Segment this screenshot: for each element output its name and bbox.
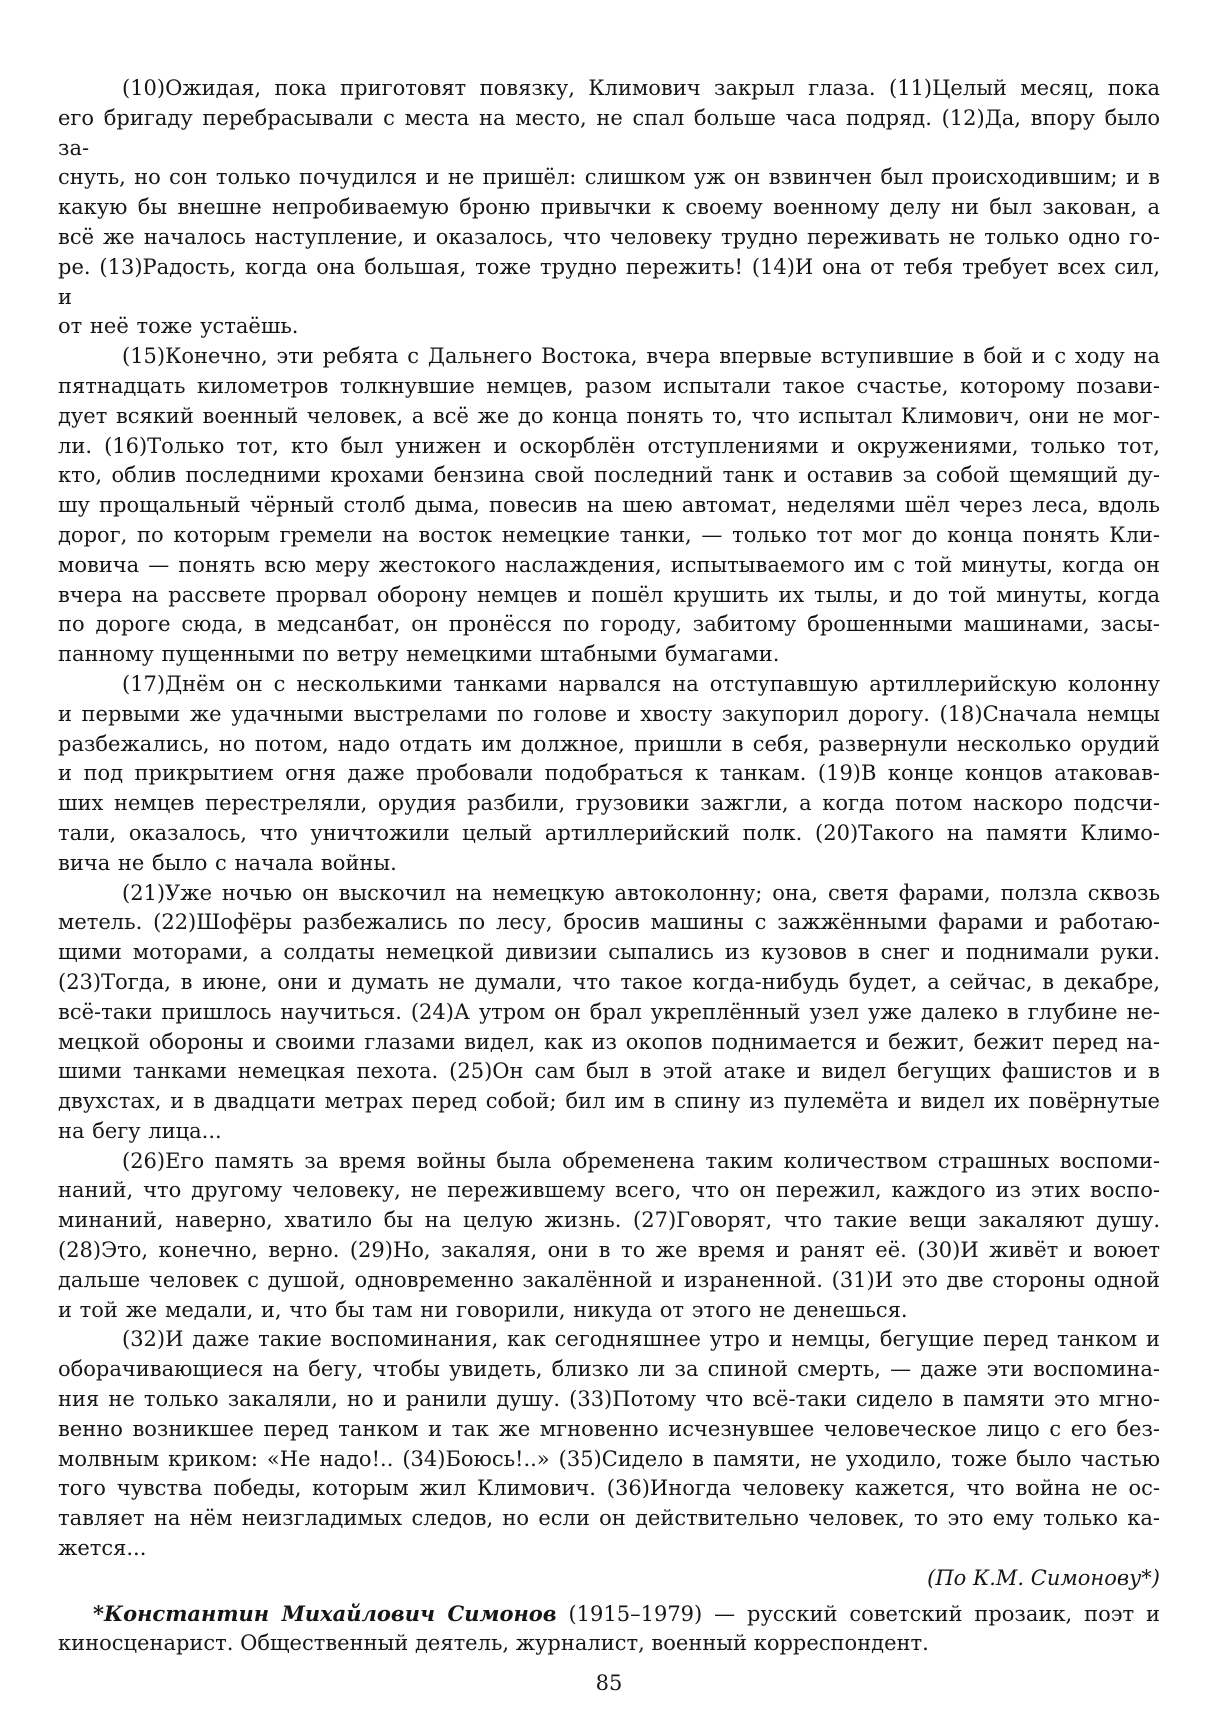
text-line: мовича — понять всю меру жестокого наслаждения, испытываемого им с той минуты, когда он (58, 552, 1160, 577)
text-line: ре. (13)Радость, когда она большая, тоже трудно пережить! (14)И она от тебя требует всех сил, и (58, 254, 1160, 309)
text-line: вича не было с начала войны. (58, 850, 397, 875)
text-line: дорог, по которым гремели на восток немецкие танки, — только тот мог до конца понять Кли- (58, 522, 1160, 547)
footnote-line: киносценарист. Общественный деятель, журналист, военный корреспондент. (58, 1631, 929, 1656)
text-line: дальше человек с душой, одновременно закалённой и израненной. (31)И это две стороны одной (58, 1267, 1160, 1292)
footnote (58, 1599, 1160, 1660)
text-line: снуть, но сон только почудился и не пришёл: слишком уж он взвинчен был происходившим; и в (58, 165, 1160, 190)
text-line: молвным криком: «Не надо!.. (34)Боюсь!..» (35)Сидело в памяти, не уходило, тоже было частью (58, 1446, 1160, 1471)
text-line: разбежались, но потом, надо отдать им должное, пришли в себя, развернули несколько орудий (58, 731, 1160, 756)
text-line: (21)Уже ночью он выскочил на немецкую автоколонну; она, светя фарами, ползла сквозь (122, 880, 1160, 905)
text-line: пятнадцать километров толкнувшие немцев, разом испытали такое счастье, которому позави- (58, 373, 1160, 398)
text-line: и первыми же удачными выстрелами по голове и хвосту закупорил дорогу. (18)Сначала немцы (58, 701, 1160, 726)
text-line: кто, облив последними крохами бензина свой последний танк и оставив за собой щемящий ду- (58, 463, 1160, 488)
attribution: (По К.М. Симонову*) (927, 1565, 1160, 1590)
text-line: ли. (16)Только тот, кто был унижен и оскорблён отступлениями и окружениями, только тот, (58, 433, 1160, 458)
text-line: мецкой обороны и своими глазами видел, как из окопов поднимается и бежит, бежит перед на- (58, 1029, 1160, 1054)
text-line: шими танками немецкая пехота. (25)Он сам был в этой атаке и видел бегущих фашистов и в (58, 1059, 1160, 1084)
text-line: (23)Тогда, в июне, они и думать не думали, что такое когда-нибудь будет, а сейчас, в декабре, (58, 969, 1160, 994)
text-line: ших немцев перестреляли, орудия разбили, грузовики зажгли, а когда потом наскоро подсчи- (58, 791, 1160, 816)
text-line: на бегу лица... (58, 1118, 222, 1143)
text-line: венно возникшее перед танком и так же мгновенно исчезнувшее человеческое лицо с его без- (58, 1416, 1160, 1441)
text-line: оборачивающиеся на бегу, чтобы увидеть, близко ли за спиной смерть, — даже эти воспомина- (58, 1357, 1160, 1382)
text-line: метель. (22)Шофёры разбежались по лесу, бросив машины с зажжёнными фарами и работаю- (58, 910, 1160, 935)
text-line: (10)Ожидая, пока приготовят повязку, Климович закрыл глаза. (11)Целый месяц, пока (122, 76, 1160, 100)
text-line: (17)Днём он с несколькими танками нарвался на отступавшую артиллерийскую колонну (122, 671, 1160, 696)
text-line: того чувства победы, которым жил Климович. (36)Иногда человеку кажется, что война не ос- (58, 1476, 1160, 1501)
text-line: тали, оказалось, что уничтожили целый артиллерийский полк. (20)Такого на памяти Климо- (58, 820, 1160, 845)
footnote-line1-rest: (1915–1979) — русский советский прозаик, поэт и (556, 1601, 1160, 1626)
text-line: минаний, наверно, хватило бы на целую жизнь. (27)Говорят, что такие вещи закаляют душу. (58, 1208, 1160, 1233)
text-line: шу прощальный чёрный столб дыма, повесив на шею автомат, неделями шёл через леса, вдоль (58, 493, 1160, 518)
text-line: дует всякий военный человек, а всё же до конца понять то, что испытал Климович, они не мог- (58, 403, 1160, 428)
text-line: жется... (58, 1536, 147, 1561)
text-line: щими моторами, а солдаты немецкой дивизии сыпались из кузовов в снег и поднимали руки. (58, 940, 1160, 965)
text-body (58, 74, 1160, 1699)
text-line: его бригаду перебрасывали с места на место, не спал больше часа подряд. (12)Да, впору было за- (58, 105, 1160, 160)
text-line: панному пущенными по ветру немецкими штабными бумагами. (58, 642, 780, 667)
text-line: и под прикрытием огня даже пробовали подобраться к танкам. (19)В конце концов атаковав- (58, 761, 1160, 786)
text-line: наний, что другому человеку, не пережившему всего, что он пережил, каждого из этих воспо- (58, 1178, 1160, 1203)
text-line: всё-таки пришлось научиться. (24)А утром он брал укреплённый узел уже далеко в глубине не- (58, 999, 1160, 1024)
text-line: от неё тоже устаёшь. (58, 314, 299, 339)
text-line: по дороге сюда, в медсанбат, он пронёсся по городу, забитому брошенными машинами, засы- (58, 612, 1160, 637)
text-line: тавляет на нём неизгладимых следов, но если он действительно человек, то это ему только ка- (58, 1506, 1160, 1531)
footnote-line (58, 1599, 1160, 1630)
text-line: двухстах, и в двадцати метрах перед собой; бил им в спину из пулемёта и видел их повёрнутые (58, 1089, 1160, 1114)
text-line: (28)Это, конечно, верно. (29)Но, закаляя, они в то же время и ранят её. (30)И живёт и воюет (58, 1238, 1160, 1263)
text-line: всё же началось наступление, и оказалось, что человеку трудно переживать не только одно го- (58, 224, 1160, 249)
text-line: ния не только закаляли, но и ранили душу. (33)Потому что всё-таки сидело в памяти это мгно- (58, 1387, 1160, 1412)
text-line: и той же медали, и, что бы там ни говорили, никуда от этого не денешься. (58, 1297, 908, 1322)
page-number: 85 (595, 1671, 623, 1696)
text-line: (26)Его память за время войны была обременена таким количеством страшных воспоми- (122, 1148, 1160, 1173)
footnote-author-name: *Константин Михайлович Симонов (93, 1600, 557, 1626)
text-line: какую бы внешне непробиваемую броню привычки к своему военному делу ни был закован, а (58, 195, 1160, 220)
text-line: (15)Конечно, эти ребята с Дальнего Востока, вчера впервые вступившие в бой и с ходу на (122, 344, 1160, 369)
text-line: (32)И даже такие воспоминания, как сегодняшнее утро и немцы, бегущие перед танком и (122, 1327, 1160, 1352)
text-line: вчера на рассвете прорвал оборону немцев и пошёл крушить их тылы, и до той минуты, когда (58, 582, 1160, 607)
